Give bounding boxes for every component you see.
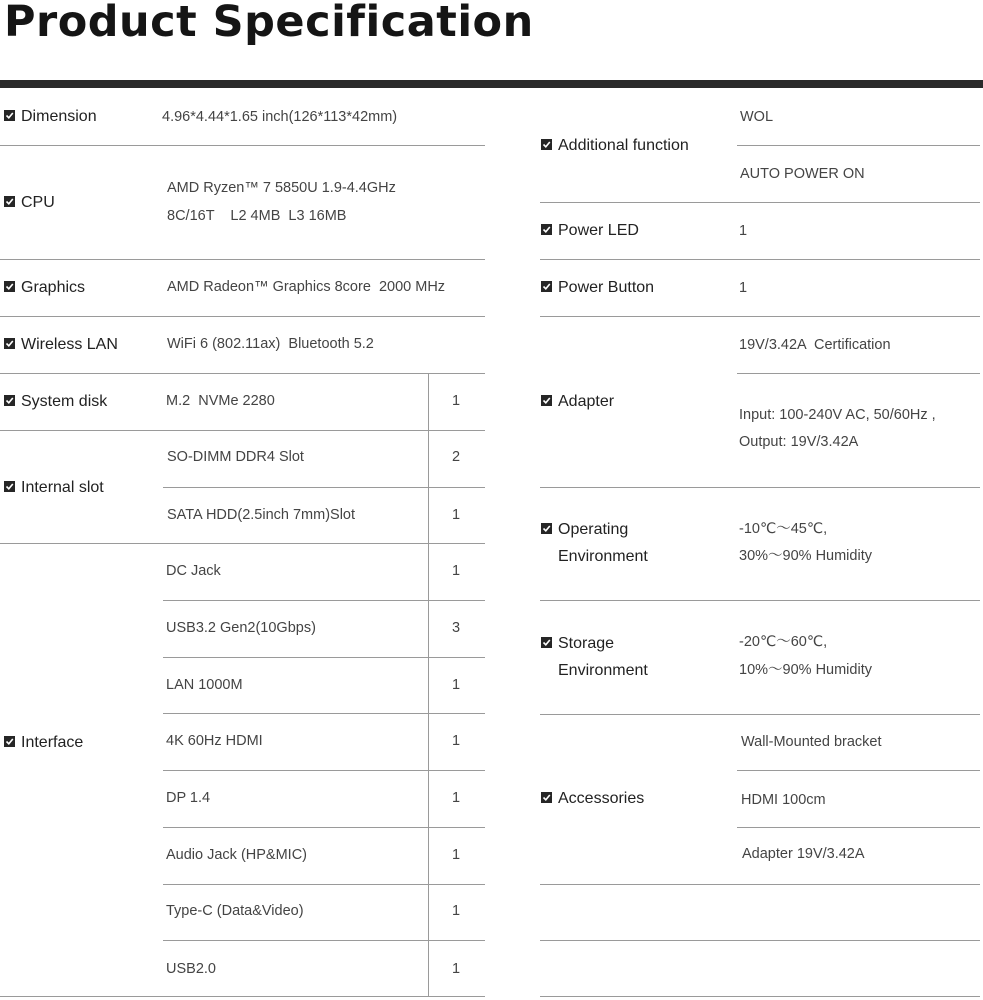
spec-value-power-led: 1 (739, 223, 748, 239)
checkbox-icon (4, 736, 15, 747)
spec-value-graphics: AMD Radeon™ Graphics 8core 2000 MHz (167, 279, 446, 295)
spec-value-storage-temperature: -20℃～60℃, (739, 634, 828, 650)
spec-value-interface-row: DP 1.4 (166, 790, 211, 806)
divider (540, 940, 980, 941)
spec-value-interface-row: USB2.0 (166, 961, 216, 977)
spec-value-system-disk: M.2 NVMe 2280 (166, 393, 275, 409)
spec-count-interface-row: 1 (451, 903, 461, 919)
spec-label-dimension: Dimension (4, 103, 97, 130)
spec-count-interface-row: 1 (451, 733, 461, 749)
divider (737, 373, 980, 374)
spec-label-power-led: Power LED (541, 217, 639, 244)
spec-label-operating-environment-line2: Environment (558, 548, 648, 565)
divider (163, 940, 485, 941)
spec-value-internal-slot-row: SATA HDD(2.5inch 7mm)Slot (167, 507, 356, 523)
divider (163, 487, 485, 488)
spec-label-storage-environment: Storage (541, 630, 614, 657)
divider (540, 714, 980, 715)
spec-value-interface-row: USB3.2 Gen2(10Gbps) (166, 620, 316, 636)
spec-value-accessory: Wall-Mounted bracket (741, 734, 882, 750)
divider (0, 316, 485, 317)
spec-value-adapter-input: Input: 100-240V AC, 50/60Hz , (739, 407, 936, 423)
checkbox-icon (541, 637, 552, 648)
checkbox-icon (4, 110, 15, 121)
spec-value-interface-row: 4K 60Hz HDMI (166, 733, 263, 749)
spec-label-wireless-lan: Wireless LAN (4, 331, 118, 358)
divider (540, 884, 980, 885)
spec-count-interface-row: 1 (451, 961, 461, 977)
spec-count-interface-row: 1 (451, 563, 461, 579)
spec-count-interface-row: 1 (451, 677, 461, 693)
spec-value-additional-function: WOL (740, 109, 774, 125)
divider (540, 259, 980, 260)
spec-value-accessory: Adapter 19V/3.42A (742, 846, 865, 862)
checkbox-icon (4, 338, 15, 349)
checkbox-icon (541, 224, 552, 235)
divider (737, 827, 980, 828)
spec-count-interface-row: 1 (451, 847, 461, 863)
divider (0, 145, 485, 146)
spec-label-additional-function: Additional function (541, 132, 689, 159)
spec-value-operating-temperature: -10℃～45℃, (739, 521, 828, 537)
divider (163, 827, 485, 828)
spec-label-operating-environment: Operating (541, 516, 628, 543)
spec-count-system-disk: 1 (451, 393, 461, 409)
divider (0, 543, 485, 544)
divider (163, 600, 485, 601)
divider (163, 884, 485, 885)
spec-value-interface-row: Type-C (Data&Video) (166, 903, 304, 919)
divider (540, 600, 980, 601)
spec-value-accessory: HDMI 100cm (741, 792, 826, 808)
spec-label-accessories: Accessories (541, 785, 644, 812)
spec-value-power-button: 1 (739, 280, 748, 296)
checkbox-icon (4, 196, 15, 207)
spec-value-interface-row: LAN 1000M (166, 677, 243, 693)
divider (0, 373, 485, 374)
spec-count-interface-row: 1 (451, 790, 461, 806)
spec-count-interface-row: 3 (451, 620, 461, 636)
spec-label-cpu: CPU (4, 189, 55, 216)
checkbox-icon (4, 281, 15, 292)
spec-value-additional-function: AUTO POWER ON (740, 166, 865, 182)
spec-value-dimension: 4.96*4.44*1.65 inch(126*113*42mm) (162, 109, 398, 125)
spec-count-internal-slot-row: 1 (451, 507, 461, 523)
spec-label-system-disk: System disk (4, 388, 107, 415)
divider (0, 259, 485, 260)
spec-label-adapter: Adapter (541, 388, 614, 415)
checkbox-icon (541, 395, 552, 406)
spec-value-adapter-output: Output: 19V/3.42A (739, 434, 859, 450)
checkbox-icon (541, 523, 552, 534)
checkbox-icon (4, 395, 15, 406)
divider (540, 487, 980, 488)
spec-value-adapter-certification: 19V/3.42A Certification (739, 337, 891, 353)
divider (0, 996, 485, 997)
checkbox-icon (541, 281, 552, 292)
divider (540, 996, 980, 997)
page-title: Product Specification (4, 0, 534, 47)
divider (163, 770, 485, 771)
checkbox-icon (4, 481, 15, 492)
checkbox-icon (541, 792, 552, 803)
spec-label-interface: Interface (4, 729, 83, 756)
divider (163, 713, 485, 714)
spec-value-internal-slot-row: SO-DIMM DDR4 Slot (167, 449, 304, 465)
spec-label-power-button: Power Button (541, 274, 654, 301)
spec-value-storage-humidity: 10%～90% Humidity (739, 662, 872, 678)
spec-value-interface-row: Audio Jack (HP&MIC) (166, 847, 308, 863)
spec-label-graphics: Graphics (4, 274, 85, 301)
spec-value-cpu-line1: AMD Ryzen™ 7 5850U 1.9-4.4GHz (167, 180, 396, 196)
title-divider-bar (0, 80, 983, 88)
divider (163, 657, 485, 658)
checkbox-icon (541, 139, 552, 150)
divider (737, 145, 980, 146)
spec-label-storage-environment-line2: Environment (558, 662, 648, 679)
spec-value-cpu-line2: 8C/16T L2 4MB L3 16MB (167, 208, 347, 224)
spec-value-interface-row: DC Jack (166, 563, 221, 579)
divider (0, 430, 485, 431)
divider (540, 202, 980, 203)
spec-count-internal-slot-row: 2 (451, 449, 461, 465)
divider (737, 770, 980, 771)
spec-value-wireless-lan: WiFi 6 (802.11ax) Bluetooth 5.2 (167, 336, 374, 352)
divider (540, 316, 980, 317)
spec-value-operating-humidity: 30%～90% Humidity (739, 548, 872, 564)
spec-label-internal-slot: Internal slot (4, 474, 104, 501)
